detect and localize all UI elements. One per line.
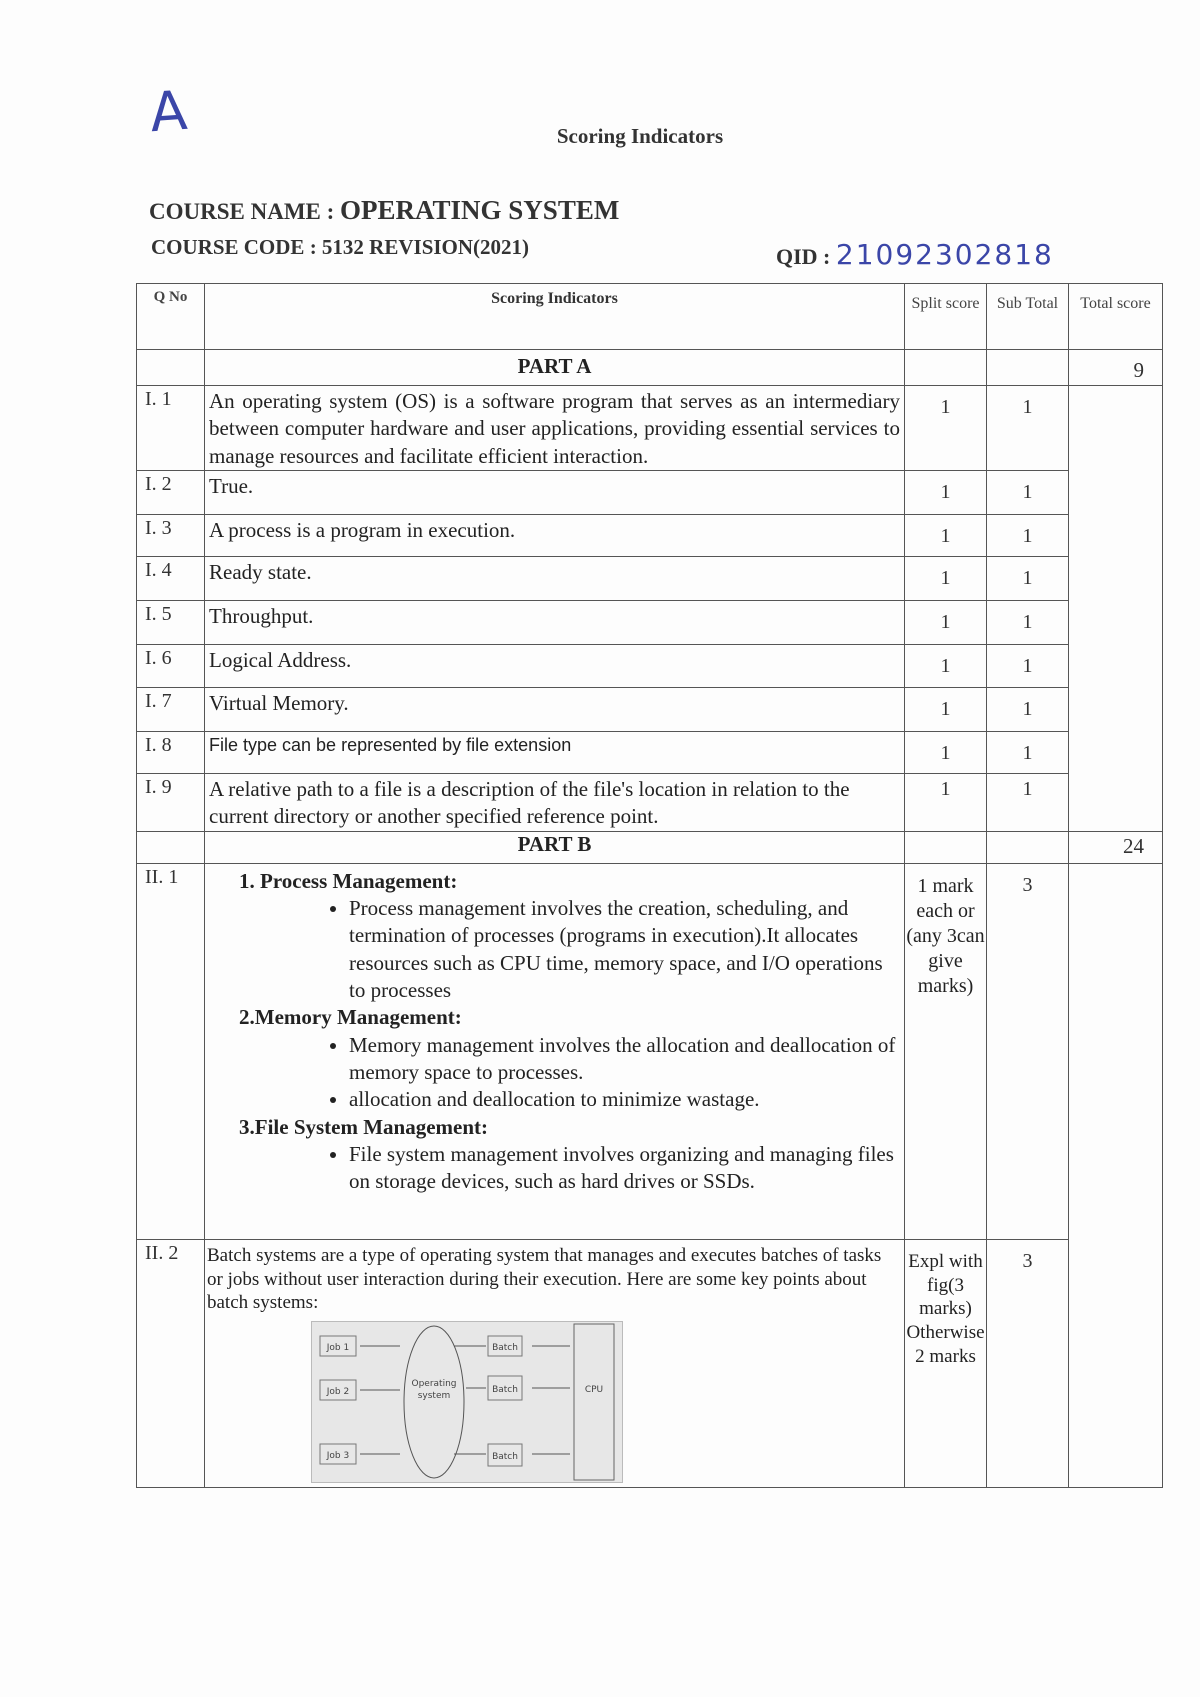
answer-text: Virtual Memory. (205, 687, 905, 731)
bullet-item: • Process management involves the creation, scheduling, and termination of processes (programs in execution).It allocates resources such as CPU time, memory space, and I/O operations to processes (349, 895, 896, 1004)
batch-diagram-svg (312, 1322, 622, 1482)
split-score: 1 (905, 773, 987, 831)
course-code: COURSE CODE : 5132 REVISION(2021) (151, 235, 530, 259)
cpu-box (574, 1324, 614, 1480)
header-indicators: Scoring Indicators (205, 284, 905, 350)
table-row (137, 386, 1163, 471)
part-b-total: 24 (1069, 831, 1163, 863)
job3-label: Job 3 (326, 1451, 350, 1462)
bullet-item: • File system management involves organizing and managing files on storage devices, such as hard drives or SSDs. (349, 1141, 896, 1196)
q-number: I. 2 (137, 470, 205, 514)
answer-text: An operating system (OS) is a software program that serves as an intermediary between computer hardware and user applications, providing essential services to manage resources and facilitate efficient interaction. (205, 386, 905, 471)
split-score: 1 (905, 644, 987, 687)
q-number: I. 7 (137, 687, 205, 731)
sub-total: 1 (987, 687, 1069, 731)
table-row (137, 1239, 1163, 1487)
os-label-line1: Operating (411, 1379, 457, 1390)
q-number: I. 3 (137, 514, 205, 556)
table-row (137, 731, 1163, 773)
table-row (137, 556, 1163, 600)
answer-text: File type can be represented by file extension (205, 731, 905, 773)
table-row (137, 863, 1163, 1239)
header-sub: Sub Total (987, 284, 1069, 350)
sub-total: 3 (987, 1239, 1069, 1487)
heading-process-management: 1. Process Management: (239, 868, 458, 893)
split-score: 1 (905, 687, 987, 731)
answer-text: True. (205, 470, 905, 514)
q-number: I. 8 (137, 731, 205, 773)
sub-total: 1 (987, 731, 1069, 773)
q-number: I. 6 (137, 644, 205, 687)
batch3-label: Batch (492, 1452, 518, 1463)
diagram-arrows (360, 1346, 570, 1454)
table-row (137, 773, 1163, 831)
split-score: 1 (905, 386, 987, 471)
bullet-list (239, 1032, 896, 1114)
course-name-label: COURSE NAME : (149, 199, 341, 224)
answer-text: Throughput. (205, 600, 905, 644)
answer-text: Logical Address. (205, 644, 905, 687)
header-total: Total score (1069, 284, 1163, 350)
split-score: 1 (905, 470, 987, 514)
part-b-label: PART B (205, 831, 905, 863)
handwritten-mark: A (147, 78, 190, 145)
sub-total: 1 (987, 556, 1069, 600)
batch1-label: Batch (492, 1343, 518, 1354)
sub-total: 1 (987, 600, 1069, 644)
answer-text: Batch systems are a type of operating system that manages and executes batches of tasks or jobs without user interaction during their execution. Here are some key points about batch systems: (207, 1244, 882, 1314)
total-score-cell (1069, 863, 1163, 1487)
q-number: II. 2 (137, 1239, 205, 1487)
qid (776, 238, 1054, 271)
job2-label: Job 2 (326, 1387, 350, 1398)
total-score-cell (1069, 386, 1163, 832)
header-qno: Q No (137, 284, 205, 350)
q-number: II. 1 (137, 863, 205, 1239)
answer-text: A relative path to a file is a description of the file's location in relation to the current directory or another specified reference point. (205, 773, 905, 831)
sub-total: 1 (987, 470, 1069, 514)
table-row (137, 514, 1163, 556)
bullet-list (239, 895, 896, 1004)
document-title: Scoring Indicators (556, 124, 724, 148)
operating-system-ellipse (404, 1326, 464, 1478)
q-number: I. 9 (137, 773, 205, 831)
part-a-label: PART A (205, 350, 905, 386)
answer-text: A process is a program in execution. (205, 514, 905, 556)
qid-handwritten-value: 21092302818 (835, 238, 1054, 271)
answer-text: Ready state. (205, 556, 905, 600)
bullet-list (239, 1141, 896, 1196)
table-row (137, 600, 1163, 644)
split-score: 1 mark each or (any 3can give marks) (905, 863, 987, 1239)
part-b-row (137, 831, 1163, 863)
table-row (137, 644, 1163, 687)
scoring-table (136, 283, 1163, 1488)
table-row (137, 687, 1163, 731)
split-score: 1 (905, 731, 987, 773)
cpu-label: CPU (584, 1385, 604, 1396)
qid-label: QID : (776, 244, 836, 269)
table-header-row (137, 284, 1163, 350)
split-score: Expl with fig(3 marks) Otherwise 2 marks (905, 1239, 987, 1487)
split-score: 1 (905, 556, 987, 600)
sub-total: 3 (987, 863, 1069, 1239)
course-name-value: OPERATING SYSTEM (340, 195, 620, 225)
batch-system-diagram (311, 1321, 623, 1483)
part-a-total: 9 (1069, 350, 1163, 386)
batch2-label: Batch (492, 1385, 518, 1396)
table-row (137, 470, 1163, 514)
sub-total: 1 (987, 773, 1069, 831)
header-split: Split score (905, 284, 987, 350)
split-score: 1 (905, 600, 987, 644)
heading-memory-management: 2.Memory Management: (239, 1005, 462, 1030)
sub-total: 1 (987, 386, 1069, 471)
heading-file-system-management: 3.File System Management: (239, 1114, 489, 1139)
answer-batch-systems (205, 1239, 905, 1487)
bullet-item: • Memory management involves the allocation and deallocation of memory space to processes. (349, 1032, 896, 1087)
sub-total: 1 (987, 514, 1069, 556)
bullet-item: • allocation and deallocation to minimize wastage. (349, 1086, 896, 1113)
sub-total: 1 (987, 644, 1069, 687)
os-label-line2: system (417, 1391, 451, 1402)
answer-process-management (205, 863, 905, 1239)
split-score: 1 (905, 514, 987, 556)
job1-label: Job 1 (326, 1343, 350, 1354)
q-number: I. 1 (137, 386, 205, 471)
part-a-row (137, 350, 1163, 386)
q-number: I. 5 (137, 600, 205, 644)
course-name (149, 195, 619, 226)
q-number: I. 4 (137, 556, 205, 600)
